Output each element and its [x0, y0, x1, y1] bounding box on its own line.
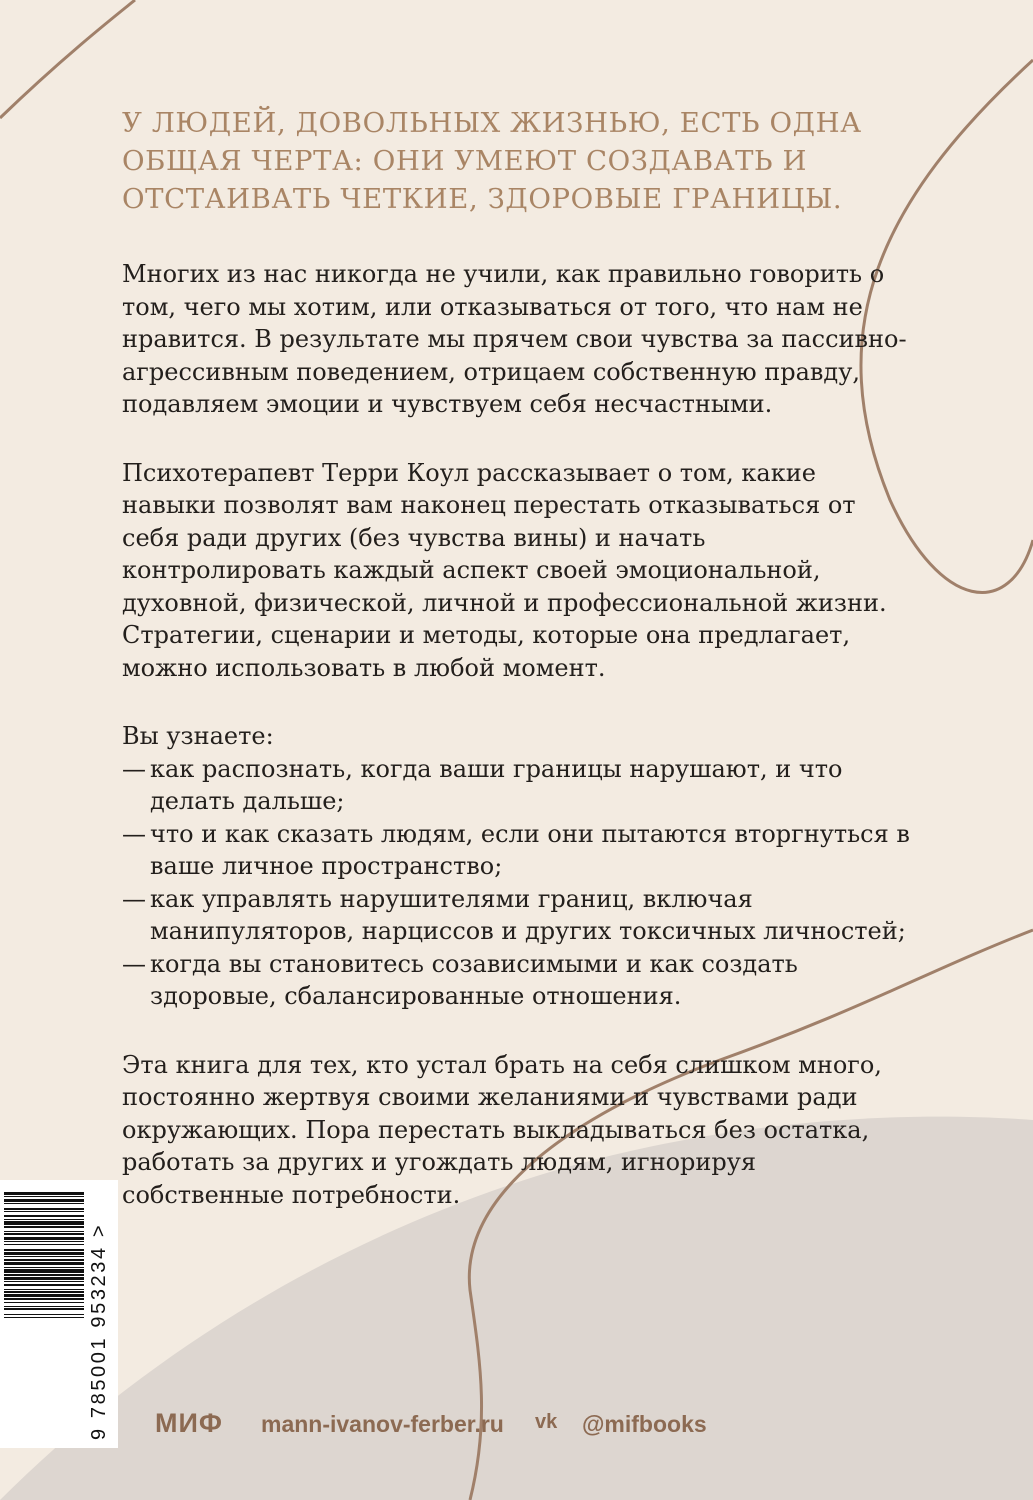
- barcode-bar: [4, 1262, 84, 1265]
- barcode-bar: [4, 1215, 84, 1217]
- barcode-bar: [4, 1281, 84, 1282]
- list-dash: —: [122, 754, 146, 783]
- barcode-bar: [4, 1199, 84, 1202]
- barcode-bar: [4, 1302, 84, 1303]
- barcode-bar: [4, 1294, 84, 1297]
- barcode-bar: [4, 1274, 84, 1276]
- list-intro: Вы узнаете:: [122, 722, 274, 750]
- barcode-bar: [4, 1244, 84, 1245]
- vk-icon: vk: [535, 1411, 558, 1433]
- list-dash: —: [122, 949, 146, 978]
- barcode-bar: [4, 1269, 84, 1273]
- barcode-bar: [4, 1226, 84, 1228]
- publisher-logo: МИФ: [155, 1408, 223, 1438]
- barcode-bar: [4, 1284, 84, 1286]
- barcode-bar: [4, 1221, 84, 1225]
- paragraph-1: Многих из нас никогда не учили, как правильно говорить о том, чего мы хотим, или отказываться от того, что нам не нравится. В результате мы прячем свои чувства за пассивно-агрессивным поведением, отрицаем собственную правду, подавляем эмоции и чувствуем себя несчастными.: [122, 260, 907, 418]
- barcode-bar: [4, 1208, 84, 1210]
- barcode-bar: [4, 1241, 84, 1242]
- barcode-bar: [4, 1259, 84, 1261]
- social-handle[interactable]: @mifbooks: [582, 1411, 707, 1437]
- barcode-bar: [4, 1231, 84, 1232]
- barcode-bar: [4, 1317, 84, 1318]
- barcode-number: 9 785001 953234 >: [88, 1222, 110, 1440]
- headline: У ЛЮДЕЙ, ДОВОЛЬНЫХ ЖИЗНЬЮ, ЕСТЬ ОДНА ОБЩАЯ ЧЕРТА: ОНИ УМЕЮТ СОЗДАВАТЬ И ОТСТАИВАТЬ ЧЕТКИЕ, ЗДОРОВЫЕ ГРАНИЦЫ.: [122, 107, 862, 215]
- list-item: — как управлять нарушителями границ, включая манипуляторов, нарциссов и других токсичных личностей;: [122, 884, 906, 945]
- paragraph-3: Эта книга для тех, кто устал брать на себя слишком много, постоянно жертвуя своими желаниями и чувствами ради окружающих. Пора перестать выкладываться без остатка, работать за других и угождать людям, игнорируя собственные потребности.: [122, 1050, 882, 1209]
- barcode-bar: [4, 1277, 84, 1280]
- list-item: — как распознать, когда ваши границы нарушают, и что делать дальше;: [122, 754, 843, 815]
- barcode-bar: [4, 1192, 84, 1195]
- barcode-bar: [4, 1196, 84, 1197]
- top-curve-line: [0, 0, 135, 118]
- barcode-bar: [4, 1219, 84, 1220]
- publisher-footer: [0, 1404, 1033, 1444]
- paragraph-2: Психотерапевт Терри Коул рассказывает о том, какие навыки позволят вам наконец перестать отказываться от себя ради других (без чувства вины) и начать контролировать каждый аспект своей эмоциональной, духовной, физической, личной и профессиональной жизни. Стратегии, сценарии и методы, которые она предлагает, можно использовать в любой момент.: [122, 458, 887, 682]
- website-link[interactable]: mann-ivanov-ferber.ru: [261, 1411, 504, 1437]
- list-item: — когда вы становитесь созависимыми и как создать здоровые, сбалансированные отношения.: [122, 949, 798, 1010]
- list-dash: —: [122, 884, 146, 913]
- barcode-bar: [4, 1308, 84, 1310]
- barcode-bar: [4, 1252, 84, 1255]
- list-dash: —: [122, 819, 146, 848]
- list-item: — что и как сказать людям, если они пытаются вторгнуться в ваше личное пространство;: [122, 819, 910, 880]
- barcode-bar: [4, 1233, 84, 1235]
- barcode-bar: [4, 1267, 84, 1268]
- barcode-bar: [4, 1203, 84, 1204]
- barcode-bar: [4, 1211, 84, 1212]
- description-text-block: [122, 104, 912, 1247]
- barcode-bar: [4, 1289, 84, 1290]
- barcode-bar: [4, 1256, 84, 1257]
- barcode-bar: [4, 1298, 84, 1300]
- barcode-bar: [4, 1314, 84, 1315]
- barcode-bar: [4, 1291, 84, 1293]
- barcode-bar: [4, 1249, 84, 1251]
- benefits-list: [122, 753, 912, 1013]
- barcode-bar: [4, 1306, 84, 1307]
- barcode-bar: [4, 1237, 84, 1240]
